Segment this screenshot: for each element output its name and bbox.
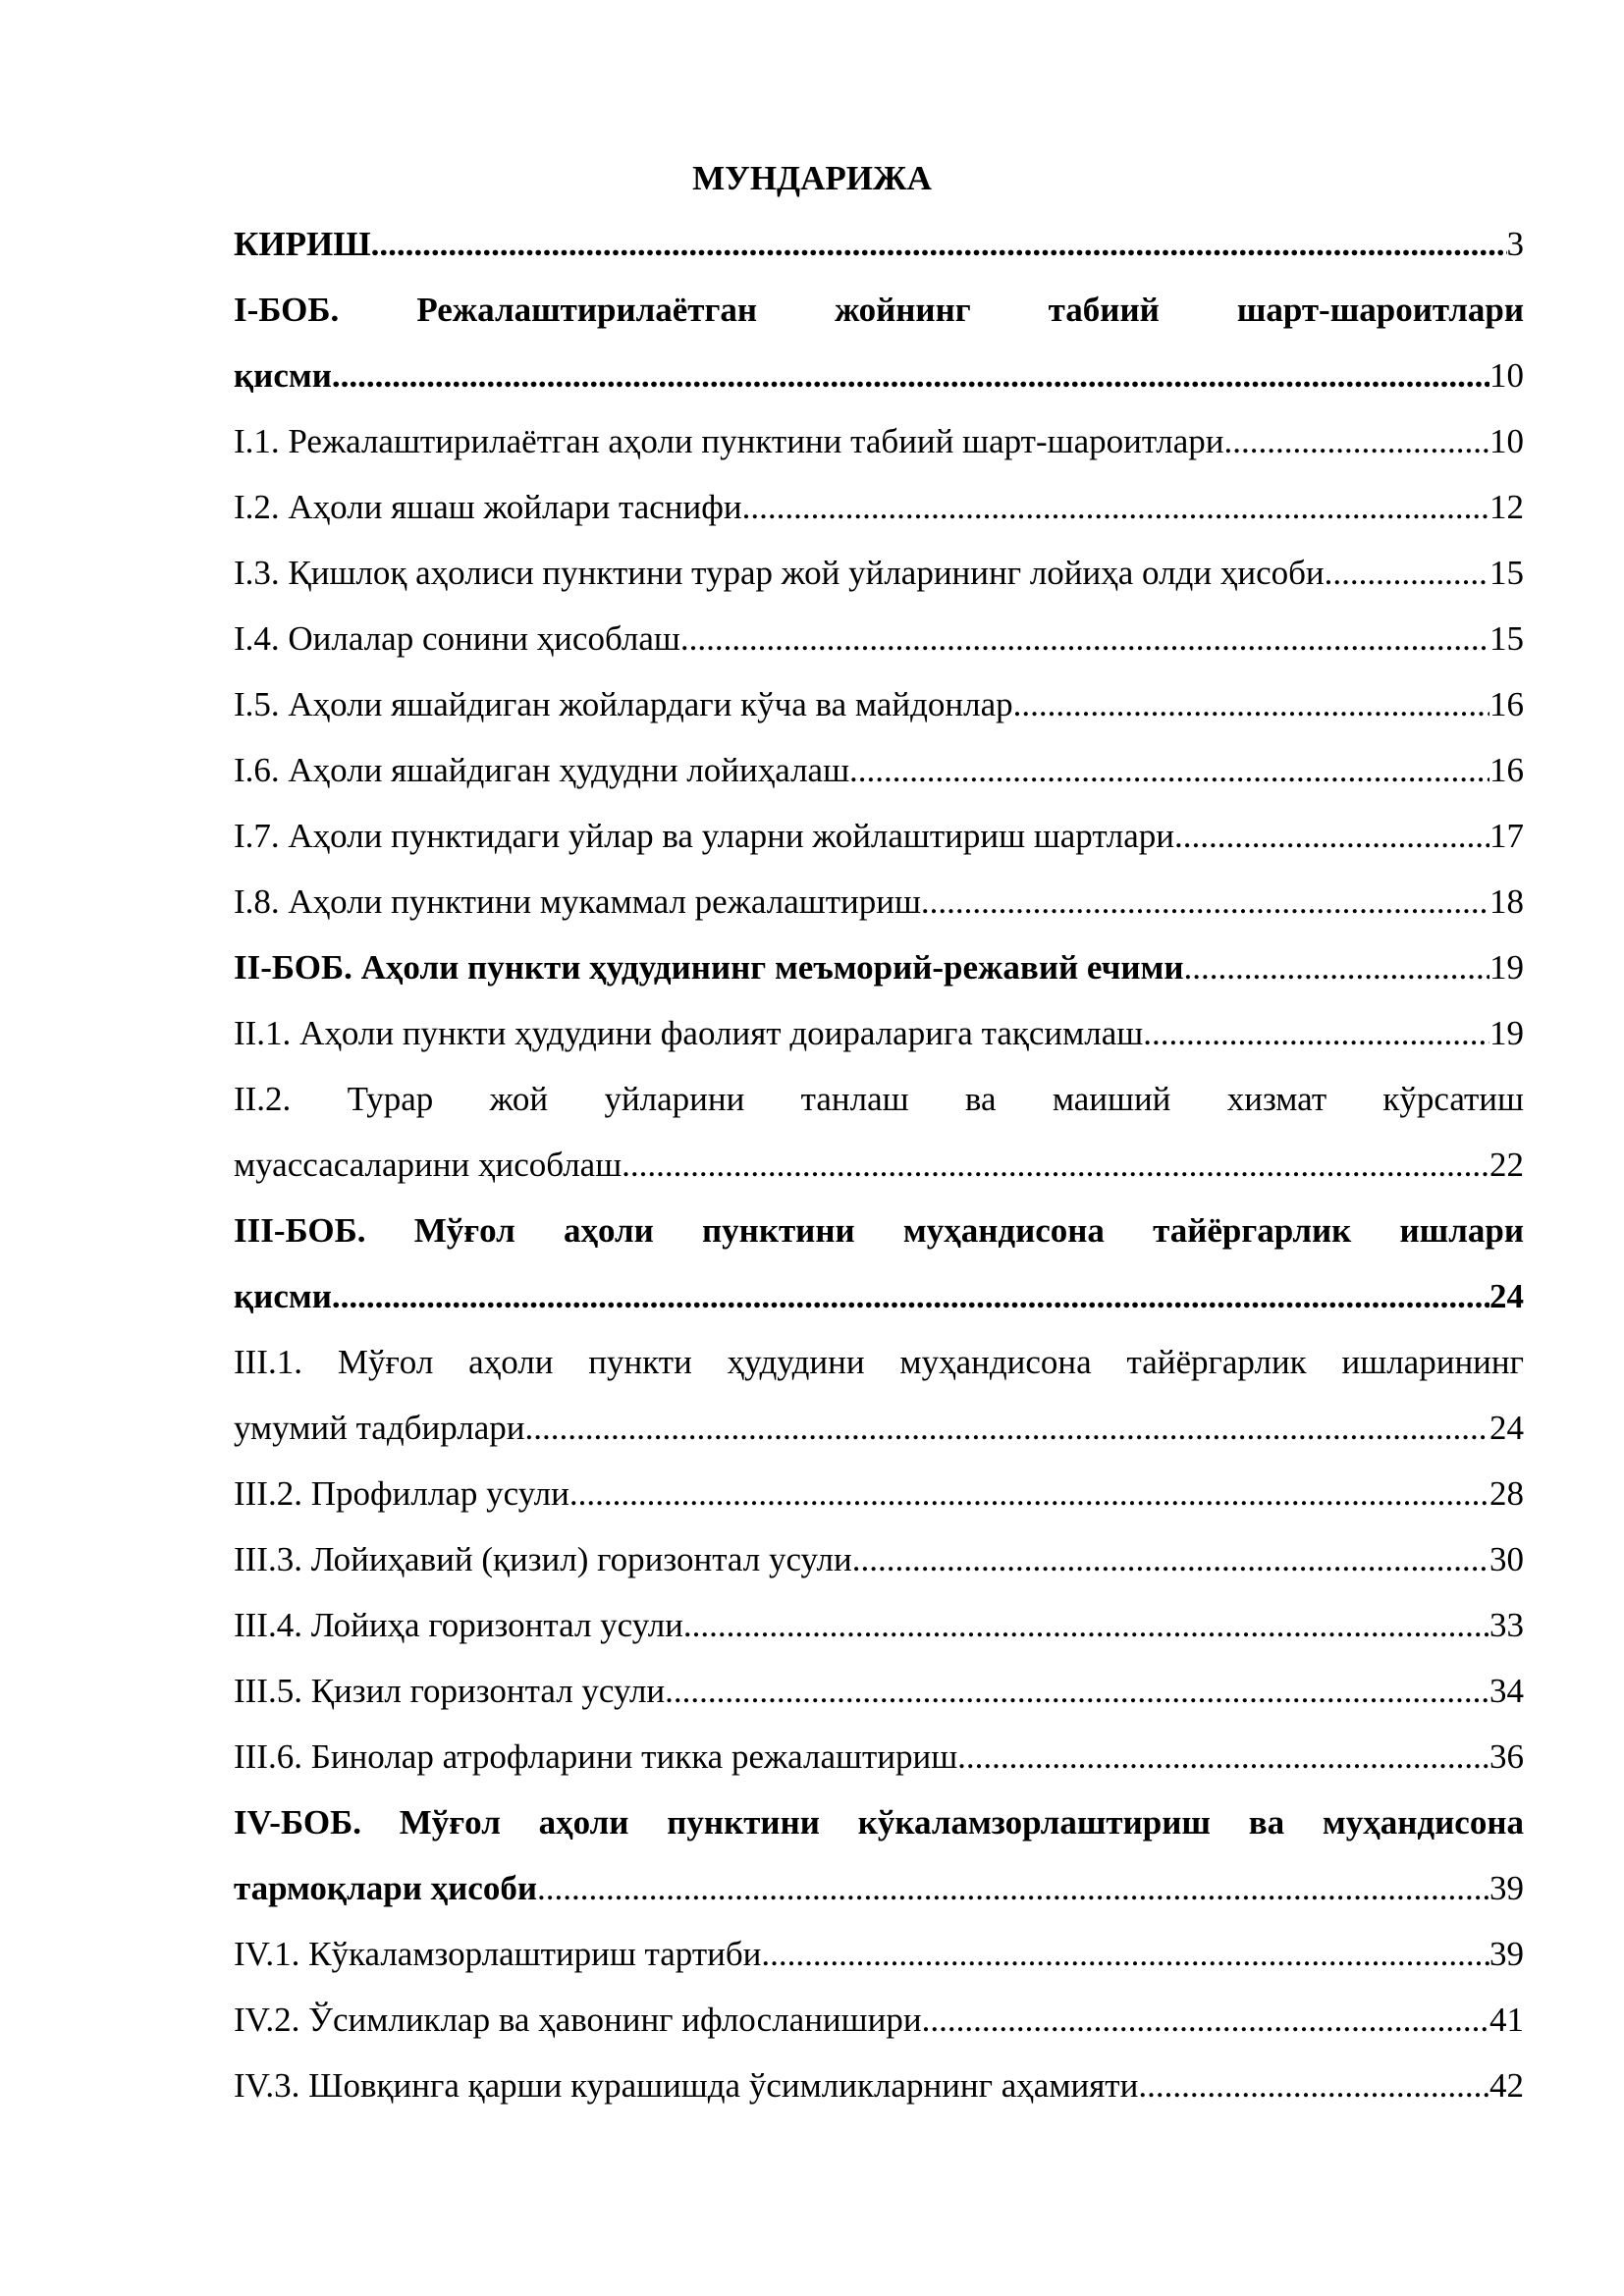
toc-entry-page: 22 — [1489, 1146, 1524, 1184]
toc-entry-page: 33 — [1489, 1606, 1524, 1644]
toc-entry-3-4[interactable] — [234, 1592, 1524, 1658]
toc-entry-2-2-line1[interactable]: II.2. Турар жой уйларини танлаш ва маиший хизмат кўрсатиш — [234, 1080, 1524, 1118]
toc-entry-chapter-4-line1[interactable]: IV-БОБ. Мўғол аҳоли пунктини кўкаламзорлаштириш ва муҳандисона — [234, 1803, 1524, 1842]
toc-entry-3-1-line1[interactable]: III.1. Мўғол аҳоли пункти ҳудудини муҳандисона тайёргарлик ишларининг — [234, 1343, 1524, 1381]
toc-entry-page: 15 — [1489, 554, 1524, 592]
leader-dots — [683, 1592, 1489, 1658]
toc-entry-3-1[interactable] — [234, 1395, 1524, 1461]
toc-entry-1-3[interactable] — [234, 540, 1524, 606]
toc-entry-page: 42 — [1489, 2066, 1524, 2105]
toc-entry-page: 10 — [1489, 422, 1524, 460]
toc-entry-page: 39 — [1489, 1869, 1524, 1907]
toc-entry-label: I.2. Аҳоли яшаш жойлари таснифи — [234, 488, 742, 526]
toc-entry-1-4[interactable] — [234, 606, 1524, 671]
leader-dots — [849, 737, 1489, 803]
toc-entry-label: I.3. Қишлоқ аҳолиси пунктини турар жой уйларининг лойиҳа олди ҳисоби — [234, 554, 1325, 592]
toc-entry-label: I.1. Режалаштирилаётган аҳоли пунктини табиий шарт-шароитлари — [234, 422, 1224, 460]
toc-entry-page: 24 — [1489, 1409, 1524, 1447]
leader-dots — [680, 606, 1489, 671]
toc-entry-page: 16 — [1489, 751, 1524, 789]
toc-entry-chapter-4[interactable] — [234, 1855, 1524, 1921]
table-of-contents — [234, 211, 1524, 2118]
toc-entry-label: тармоқлари ҳисоби — [234, 1869, 537, 1907]
toc-entry-1-5[interactable] — [234, 671, 1524, 737]
toc-entry-page: 36 — [1489, 1737, 1524, 1776]
toc-entry-chapter-1-line1[interactable]: I-БОБ. Режалаштирилаётган жойнинг табиий шарт-шароитлари — [234, 291, 1524, 329]
leader-dots — [569, 1461, 1489, 1526]
toc-entry-label: қисми — [234, 1277, 332, 1315]
toc-entry-page: 18 — [1489, 882, 1524, 921]
leader-dots — [852, 1526, 1489, 1592]
toc-entry-chapter-2[interactable] — [234, 934, 1524, 1000]
toc-entry-page: 30 — [1489, 1540, 1524, 1578]
page-title: МУНДАРИЖА — [692, 159, 932, 197]
toc-entry-4-2[interactable] — [234, 1987, 1524, 2053]
leader-dots — [1138, 2053, 1489, 2118]
toc-entry-3-3[interactable] — [234, 1526, 1524, 1592]
toc-entry-kirish[interactable] — [234, 211, 1524, 277]
leader-dots — [957, 1724, 1489, 1789]
leader-dots — [665, 1658, 1489, 1724]
leader-dots — [1325, 540, 1489, 606]
toc-entry-label: умумий тадбирлари — [234, 1409, 525, 1447]
leader-dots — [332, 343, 1489, 408]
toc-entry-1-8[interactable] — [234, 869, 1524, 934]
toc-entry-label: III.3. Лойиҳавий (қизил) горизонтал усули — [234, 1540, 852, 1578]
toc-entry-page: 39 — [1489, 1935, 1524, 1973]
toc-entry-page: 16 — [1489, 685, 1524, 723]
leader-dots — [371, 211, 1507, 277]
leader-dots — [921, 869, 1489, 934]
toc-entry-label: IV.2. Ўсимликлар ва ҳавонинг ифлосланишири — [234, 2001, 922, 2039]
leader-dots — [922, 1987, 1489, 2053]
toc-entry-label: КИРИШ — [234, 225, 371, 263]
toc-entry-page: 24 — [1489, 1277, 1524, 1315]
leader-dots — [537, 1855, 1489, 1921]
toc-entry-label: II.1. Аҳоли пункти ҳудудини фаолият доираларига тақсимлаш — [234, 1014, 1144, 1052]
toc-entry-label: II-БОБ. Аҳоли пункти ҳудудининг меъморий-режавий ечими — [234, 948, 1184, 987]
toc-entry-1-6[interactable] — [234, 737, 1524, 803]
toc-entry-1-7[interactable] — [234, 803, 1524, 869]
toc-entry-page: 19 — [1489, 948, 1524, 987]
toc-entry-label: III.4. Лойиҳа горизонтал усули — [234, 1606, 683, 1644]
toc-entry-3-5[interactable] — [234, 1658, 1524, 1724]
toc-entry-page: 34 — [1489, 1672, 1524, 1710]
toc-entry-page: 15 — [1489, 619, 1524, 658]
toc-entry-label: IV.1. Кўкаламзорлаштириш тартиби — [234, 1935, 762, 1973]
toc-entry-3-6[interactable] — [234, 1724, 1524, 1789]
toc-entry-label: III.5. Қизил горизонтал усули — [234, 1672, 666, 1710]
leader-dots — [524, 1395, 1489, 1461]
toc-entry-label: I.8. Аҳоли пунктини мукаммал режалаштириш — [234, 882, 921, 921]
toc-entry-page: 28 — [1489, 1474, 1524, 1513]
toc-entry-page: 17 — [1489, 817, 1524, 855]
toc-entry-page: 3 — [1506, 225, 1524, 263]
leader-dots — [622, 1132, 1489, 1198]
toc-entry-label: I.4. Оилалар сонини ҳисоблаш — [234, 619, 680, 658]
toc-entry-1-2[interactable] — [234, 474, 1524, 540]
toc-entry-label: I.5. Аҳоли яшайдиган жойлардаги кўча ва майдонлар — [234, 685, 1013, 723]
leader-dots — [1143, 1000, 1489, 1066]
toc-entry-page: 10 — [1489, 356, 1524, 395]
leader-dots — [742, 474, 1489, 540]
toc-entry-page: 41 — [1489, 2001, 1524, 2039]
toc-entry-label: III.2. Профиллар усули — [234, 1474, 569, 1513]
toc-entry-chapter-1[interactable] — [234, 343, 1524, 408]
toc-entry-page: 12 — [1489, 488, 1524, 526]
toc-entry-2-2[interactable] — [234, 1132, 1524, 1198]
toc-entry-3-2[interactable] — [234, 1461, 1524, 1526]
toc-entry-4-1[interactable] — [234, 1921, 1524, 1987]
toc-entry-4-3[interactable] — [234, 2053, 1524, 2118]
leader-dots — [332, 1263, 1489, 1329]
leader-dots — [1013, 671, 1489, 737]
toc-entry-label: қисми — [234, 356, 332, 395]
toc-entry-page: 19 — [1489, 1014, 1524, 1052]
toc-entry-chapter-3-line1[interactable]: III-БОБ. Мўғол аҳоли пунктини муҳандисона тайёргарлик ишлари — [234, 1211, 1524, 1250]
leader-dots — [1184, 934, 1490, 1000]
toc-entry-chapter-3[interactable] — [234, 1263, 1524, 1329]
leader-dots — [1174, 803, 1489, 869]
toc-entry-label: I.7. Аҳоли пунктидаги уйлар ва уларни жойлаштириш шартлари — [234, 817, 1175, 855]
toc-entry-label: муассасаларини ҳисоблаш — [234, 1146, 623, 1184]
toc-entry-1-1[interactable] — [234, 408, 1524, 474]
toc-entry-label: I.6. Аҳоли яшайдиган ҳудудни лойиҳалаш — [234, 751, 850, 789]
toc-entry-label: III.6. Бинолар атрофларини тикка режалаштириш — [234, 1737, 958, 1776]
toc-entry-2-1[interactable] — [234, 1000, 1524, 1066]
toc-entry-label: IV.3. Шовқинга қарши курашишда ўсимликларнинг аҳамияти — [234, 2066, 1139, 2105]
leader-dots — [1224, 408, 1490, 474]
leader-dots — [761, 1921, 1489, 1987]
